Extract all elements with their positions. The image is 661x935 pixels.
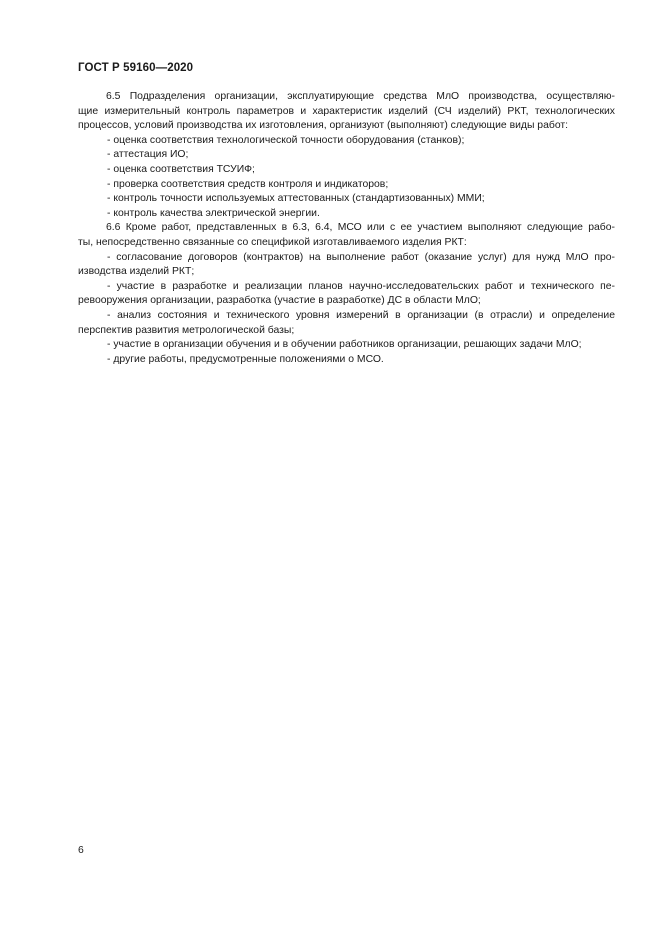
list-item: - оценка соответствия ТСУИФ; [107, 163, 255, 175]
paragraph-line: щие измерительный контроль параметров и характеристик изделий (СЧ изделий) РКТ, технологических [78, 105, 615, 117]
list-item [78, 353, 615, 368]
list-item: - контроль точности используемых аттестованных (стандартизованных) ММИ; [107, 193, 485, 205]
list-item: - оценка соответствия технологической точности оборудования (станков); [107, 134, 465, 146]
paragraph-6-6 [78, 221, 615, 250]
list-item-line: - анализ состояния и технического уровня измерений в организации (в отрасли) и определение [107, 309, 615, 321]
list-item [78, 309, 615, 338]
paragraph-6-5 [78, 90, 615, 134]
list-item [78, 338, 615, 353]
paragraph-line: ты, непосредственно связанные со спецификой изготавливаемого изделия РКТ: [78, 236, 467, 248]
list-item-line: - участие в разработке и реализации планов научно-исследовательских работ и технического пе- [107, 280, 615, 292]
list-item [78, 251, 615, 280]
paragraph-line: 6.6 Кроме работ, представленных в 6.3, 6.4, МСО или с ее участием выполняют следующие рабо- [106, 222, 615, 234]
list-item-line: - согласование договоров (контрактов) на выполнение работ (оказание услуг) для нужд МлО про- [107, 251, 615, 263]
list-item: - аттестация ИО; [107, 149, 189, 161]
paragraph-line: 6.5 Подразделения организации, эксплуатирующие средства МлО производства, осуществляю- [106, 91, 615, 102]
list-item: - контроль качества электрической энергии. [107, 207, 320, 219]
paragraph-line: процессов, условий производства их изготовления, организуют (выполняют) следующие виды работ: [78, 120, 569, 132]
document-body [78, 90, 615, 367]
list-6-6 [78, 251, 615, 368]
list-6-5 [78, 134, 615, 222]
list-item-line: перспектив развития метрологической базы; [78, 324, 295, 336]
list-item: - проверка соответствия средств контроля и индикаторов; [107, 178, 389, 190]
list-item-line: - участие в организации обучения и в обучении работников организации, решающих задачи МлО; [107, 339, 582, 351]
list-item-line: - другие работы, предусмотренные положениями о МСО. [107, 353, 384, 365]
list-item [78, 280, 615, 309]
document-standard-code: ГОСТ Р 59160—2020 [78, 62, 194, 74]
list-item-line: изводства изделий РКТ; [78, 266, 195, 278]
list-item-line: ревооружения организации, разработка (участие в разработке) ДС в области МлО; [78, 295, 481, 307]
page-number: 6 [78, 845, 84, 856]
